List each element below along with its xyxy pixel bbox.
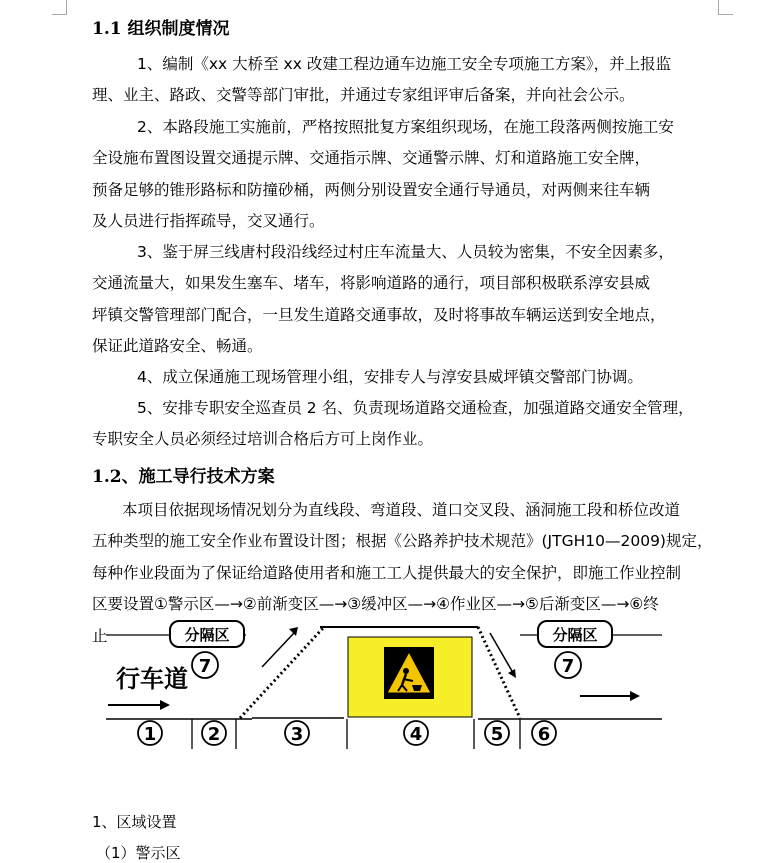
paragraph-5-line-2: 专职安全人员必须经过培训合格后方可上岗作业。	[92, 430, 434, 449]
paragraph-3-line-3: 坪镇交警管理部门配合，一旦发生道路交通事故，及时将事故车辆运送到安全地点，	[92, 305, 666, 324]
median-left-label: 分隔区	[184, 626, 230, 644]
paragraph-5	[92, 393, 694, 456]
paragraph-3-line-2: 交通流量大，如果发生塞车、堵车，将影响道路的通行，项目部积极联系淳安县威	[92, 274, 651, 293]
zone-number-1: 1	[143, 724, 157, 745]
zone-number-4: 4	[409, 724, 423, 745]
paragraph-1-line-1: 1、编制《xx 大桥至 xx 改建工程边通车边施工安全专项施工方案》，并上报监	[137, 55, 672, 73]
paragraph-3	[92, 237, 674, 362]
paragraph-2-line-4: 及人员进行指挥疏导，交叉通行。	[92, 211, 325, 230]
diverge-arrow-shaft	[262, 633, 294, 667]
median-right-label: 分隔区	[552, 626, 598, 644]
section-heading-1-1: 1.1 组织制度情况	[92, 19, 230, 39]
page-corner-mark-right	[718, 0, 733, 15]
work-zone-diagram	[0, 615, 782, 765]
sub-heading-zone-settings: 1、区域设置	[92, 813, 177, 831]
paragraph-6-line-4: 区要设置①警示区—→②前渐变区—→③缓冲区—→④作业区—→⑤后渐变区—→⑥终	[92, 594, 659, 613]
paragraph-4-line-1: 4、成立保通施工现场管理小组，安排专人与淳安县威坪镇交警部门协调。	[137, 368, 643, 386]
paragraph-6-end-char: 止	[92, 627, 108, 645]
paragraph-5-line-1: 5、安排专职安全巡查员 2 名、负责现场道路交通检查，加强道路交通安全管理，	[137, 399, 694, 417]
diverge-arrow-head	[289, 627, 298, 636]
zone-number-2: 2	[207, 724, 221, 745]
paragraph-6-line-3: 每种作业段面为了保证给道路使用者和施工工人提供最大的安全保护，即施工作业控制	[92, 563, 682, 582]
paragraph-1	[92, 49, 671, 112]
paragraph-3-line-4: 保证此道路安全、畅通。	[92, 336, 263, 355]
paragraph-6-line-2: 五种类型的施工安全作业布置设计图；根据《公路养护技术规范》(JTGH10—2009)规定，	[92, 532, 713, 551]
paragraph-4	[92, 362, 643, 393]
paragraph-6-line-1: 本项目依据现场情况划分为直线段、弯道段、道口交叉段、涵洞施工段和桥位改道	[122, 501, 681, 519]
paragraph-2-line-2: 全设施布置图设置交通提示牌、交通指示牌、交通警示牌、灯和道路施工安全牌，	[92, 149, 651, 168]
median-number-right: 7	[561, 656, 575, 677]
zone-number-3: 3	[290, 724, 304, 745]
paragraph-2	[92, 112, 674, 237]
lane-arrow-left-head	[160, 700, 170, 710]
lane-label: 行车道	[116, 665, 188, 693]
front-taper-dots	[240, 627, 324, 718]
page-corner-mark-left	[52, 0, 67, 15]
zone-number-6: 6	[537, 724, 551, 745]
section-heading-1-2: 1.2、施工导行技术方案	[92, 467, 275, 487]
paragraph-6	[92, 495, 712, 620]
paragraph-2-line-1: 2、本路段施工实施前，严格按照批复方案组织现场，在施工段落两侧按施工安	[137, 118, 674, 136]
road-work-sign-icon	[384, 647, 434, 699]
lane-arrow-right-head	[630, 691, 640, 701]
paragraph-2-line-3: 预备足够的锥形路标和防撞砂桶，两侧分别设置安全通行导通员，对两侧来往车辆	[92, 180, 651, 199]
paragraph-3-line-1: 3、鉴于屏三线唐村段沿线经过村庄车流量大、人员较为密集，不安全因素多，	[137, 243, 674, 261]
median-number-left: 7	[198, 656, 212, 677]
item-warning-zone: （1）警示区	[96, 844, 181, 862]
merge-arrow-shaft	[490, 633, 512, 671]
zone-number-5: 5	[490, 724, 504, 745]
paragraph-1-line-2: 理、业主、路政、交警等部门审批，并通过专家组评审后备案，并向社会公示。	[92, 86, 635, 105]
